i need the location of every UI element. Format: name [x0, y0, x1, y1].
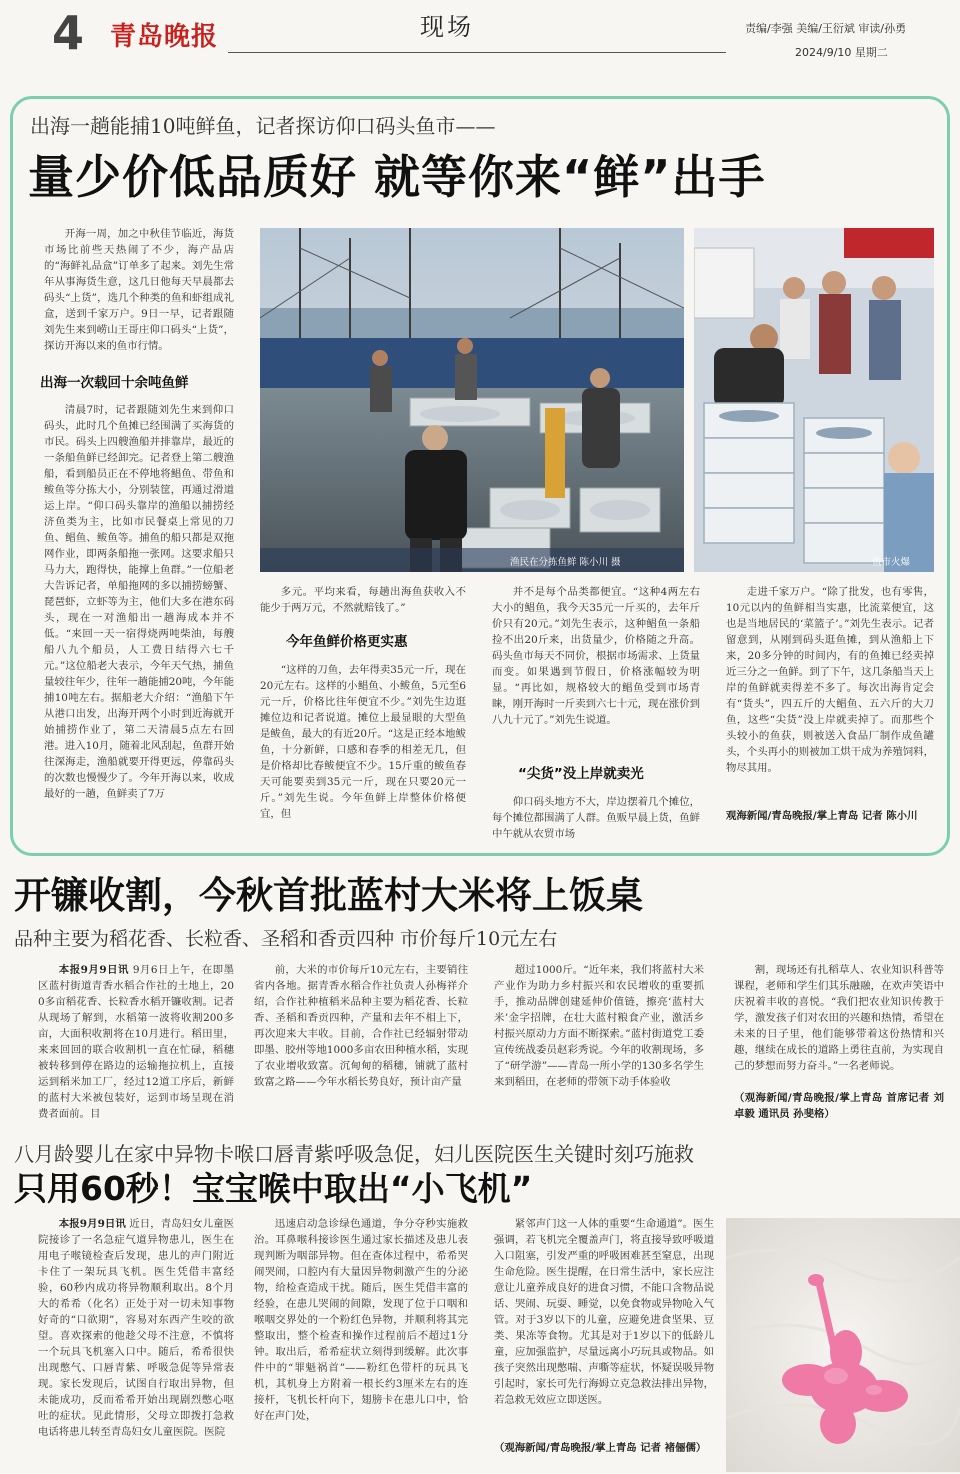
header-rule	[228, 52, 726, 53]
story1-col4-body: 走进千家万户。“除了批发，也有零售，10元以内的鱼鲜相当实惠，比流菜便宜，这也是当地居民的‘菜篮子’。”刘先生表示。记者留意到，从刚到码头逛鱼摊，到从渔船上下来，20多分钟的时间内，有的鱼摊已经卖掉近三分之一鱼鲜。到了下午，这几条船当天上岸的鱼鲜就卖得差不多了。每次出海肯定会有“货头”，四五斤的大鲳鱼、五六斤的大刀鱼，这些“尖货”没上岸就卖掉了。而那些个头较小的鱼获，则被送入食品厂制作成鱼罐头，个头再小的则被加工烘干成为养殖饲料，物尽其用。	[726, 586, 934, 774]
fish-market-photo	[694, 228, 934, 572]
harbor-photo-image	[260, 228, 684, 572]
story2-col2: 前，大米的市价每斤10元左右，主要销往省内各地。据青香水稻合作社负责人孙梅祥介绍，合作社种植稻米品种主要为稻花香、长粒香、圣稻和香贡四种，产量和去年不相上下，再次迎来大丰收。目前，合作社已经辐射带动即墨、胶州等地1000多亩农田种植水稻，实现了农业增收致富。沉甸甸的稻穗，铺就了蓝村致富之路——今年水稻长势良好，预计亩产量	[254, 964, 468, 1088]
story1-col1-intro: 开海一周，加之中秋佳节临近，海货市场比前些天热闹了不少，海产品店的“海鲜礼品盒”订单多了起来。刘先生常年从事海货生意，这几日他每天早晨都去码头“上货”，选几个种类的鱼和虾组成礼盒，送到千家万户。9日一早，记者跟随刘先生来到崂山王哥庄仰口码头“上货”，探访开海以来的鱼市行情。	[44, 228, 234, 352]
story2-byline: （观海新闻/青岛晚报/掌上青岛 首席记者 刘卓毅 通讯员 孙斐格）	[734, 1092, 944, 1120]
story1-col3-top: 并不是每个品类都便宜。“这种4两左右大小的鲳鱼，我今天35元一斤买的，去年斤价只有20元。”刘先生表示，这种鲳鱼一条船捡不出20斤来，出货量少，价格随之升高。码头鱼市每天不同价，根据市场需求、上货量而变。如果遇到节假日，价格涨幅较为明显。“再比如，规格较大的鲳鱼受到市场青睐，刚开海时一斤卖到六七十元，现在涨价到八九十元了。”刘先生说道。	[492, 586, 700, 726]
story2-col1-text: 9月6日上午，在即墨区蓝村街道青香水稻合作社的土地上，200多亩稻花香、长粒香水稻开镰收割。记者从现场了解到，水稻第一波将收割200多亩，大面积收割将在10月进行。稻田里，来来回回的联合收割机一直在忙碌，稻穗被转移到停在路边的运输拖拉机上，直接运到稻米加工厂，经过12道工序后，新鲜的蓝村大米被包装好，运到市场呈现在消费者面前。目	[38, 964, 234, 1120]
story3-dateline: 本报9月9日讯	[58, 1218, 126, 1230]
story2-col1	[38, 962, 234, 1122]
fish-market-photo-image	[694, 228, 934, 572]
story1-col2-top: 多元。平均来看，每趟出海鱼获收入不能少于两万元，不然就赔钱了。”	[260, 586, 466, 614]
story3-kicker: 八月龄婴儿在家中异物卡喉口唇青紫呼吸急促，妇儿医院医生关键时刻巧施救	[14, 1142, 694, 1166]
story3-byline: （观海新闻/青岛晚报/掌上青岛 记者 褚俪儒）	[494, 1442, 707, 1454]
harbor-photo-caption: 渔民在分拣鱼鲜 陈小川 摄	[510, 557, 621, 568]
story1-col2-body: “这样的刀鱼，去年得卖35元一斤，现在20元左右。这样的小鲳鱼、小鲅鱼，5元至6元一斤，价格比往年便宜不少。”刘先生边逛摊位边和记者说道。摊位上最显眼的大型鱼是鲅鱼，最大的有近20斤。“这是正经本地鲅鱼，十分新鲜，口感和春季的相差无几，但是价格却比春鲅便宜不少。15斤重的鲅鱼春天可能要卖到35元一斤，现在只要20元一斤。”刘先生说。今年鱼鲜上岸整体价格便宜，但	[260, 664, 466, 820]
paper-masthead: 青岛晚报	[110, 22, 219, 52]
story2-headline: 开镰收割，今秋首批蓝村大米将上饭桌	[14, 874, 643, 917]
story3-col2: 迅速启动急诊绿色通道，争分夺秒实施救治。耳鼻喉科接诊医生通过家长描述及患儿表现判断为咽部异物。但在查体过程中，希希哭闹哭闹，口腔内有大量因异物刺激产生的分泌物，给检查造成干扰。随后，医生凭借丰富的经验，在患儿哭闹的间隙，发现了位于口咽和喉咽交界处的一个粉红色异物，并顺利将其完整取出，整个检查和操作过程前后不超过1分钟。取出后，希希症状立刻得到缓解。此次事件中的“罪魁祸首”——粉红色带杆的玩具飞机，其机身上方附着一根长约3厘米左右的连接杆，飞机长杆向下，翅膀卡在患儿口中，恰好在声门处，	[254, 1218, 468, 1422]
story1-col1-body: 清晨7时，记者跟随刘先生来到仰口码头，此时几个鱼摊已经围满了买海货的市民。码头上四艘渔船并排靠岸，最近的一条船鱼鲜已经卸完。记者登上第二艘渔船，看到船员正在不停地将鲳鱼、带鱼和鲅鱼等分拣大小，分别装筐，再通过滑道运上岸。“仰口码头靠岸的渔船以捕捞经济鱼类为主，比如市民餐桌上常见的刀鱼、鲳鱼、鲅鱼等。捕鱼的船只都是双拖网作业，即两条船拖一张网。这要求船只马力大，跑得快，能撑上鱼群。”一位船老大告诉记者，单船拖网的多以捕捞螃蟹、琵琶虾，立虾等为主，他们大多在港东码头，现在一对渔船出一趟海成本并不低。“来回一天一宿得烧两吨柴油，每艘船八九个船员，人工费日结得六七千元。”这位船老大表示，今年天气热，捕鱼量较往年少，往年一趟能捕20吨，今年能捕10吨左右。据船老大介绍：“渔船下午从港口出发，出海开两个小时到近海就开始捕捞作业了，第二天清晨5点左右回港。进入10月，随着北风刮起，鱼群开始往深海走，渔船就要开得更远，停靠码头的次数也慢慢少了。今年开海以来，收成最好的一趟，鱼鲜卖了7万	[44, 404, 234, 800]
story1-headline: 量少价低品质好 就等你来“鲜”出手	[28, 150, 766, 204]
story2-col4: 割，现场还有扎稻草人、农业知识科普等课程，老师和学生们其乐融融，在欢声笑语中庆祝着丰收的喜悦。“我们把农业知识传教于学，激发孩子们对农田的兴趣和热情，希望在未来的日子里，他们能够带着这份热情和兴趣，继续在成长的道路上勇往直前，为实现自己的梦想而努力奋斗。”一名老师说。	[734, 964, 944, 1072]
story1-byline: 观海新闻/青岛晚报/掌上青岛 记者 陈小川	[726, 810, 918, 822]
story1-subhead-1: 出海一次载回十余吨鱼鲜	[40, 375, 189, 391]
story3-col1	[38, 1216, 234, 1472]
toy-airplane-photo	[726, 1218, 960, 1472]
story2-dateline: 本报9月9日讯	[58, 964, 129, 976]
harbor-photo	[260, 228, 684, 572]
story1-subhead-2: 今年鱼鲜价格更实惠	[286, 634, 408, 650]
fish-market-photo-caption: 鱼市火爆	[872, 557, 911, 568]
story1-kicker: 出海一趟能捕10吨鲜鱼，记者探访仰口码头鱼市——	[30, 114, 496, 138]
story3-col1-text: 近日，青岛妇女儿童医院接诊了一名急症气道异物患儿，医生在用电子喉镜检查后发现，患儿的声门附近卡住了一架玩具飞机。医生凭借丰富经验，60秒内成功将异物顺利取出。8个月大的希希（化名）正处于对一切未知事物好奇的“口欲期”，容易对东西产生咬的欲望。喜欢探索的他趁父母不注意，不慎将一个玩具飞机塞入口中。随后，希希很快出现憋气、口唇青紫、呼吸急促等异常表现。家长发现后，试图自行取出异物，但未能成功，反而希希开始出现剧烈憋心呕吐的症状。见此情形，父母立即拨打急救电话将患儿转至青岛妇女儿童医院。医院	[38, 1218, 234, 1438]
story1-subhead-3: “尖货”没上岸就卖光	[518, 766, 644, 782]
story1-col3-body: 仰口码头地方不大，岸边摆着几个摊位，每个摊位都围满了人群。鱼贩早晨上货，鱼鲜中午就从农贸市场	[492, 796, 700, 840]
page-number: 4	[52, 6, 85, 60]
story3-headline: 只用60秒！宝宝喉中取出“小飞机”	[14, 1169, 533, 1208]
story2-col3: 超过1000斤。“近年来，我们将蓝村大米产业作为助力乡村振兴和农民增收的重要抓手，推动品牌创建延伸价值链，擦亮‘蓝村大米’金字招牌，在壮大蓝村粮食产业，激活乡村振兴原动力方面不断探索。”蓝村街道党工委宣传统战委员赵彩秀说。今年的收割现场，多了“研学游”——青岛一所小学的130多名学生来到稻田，在老师的带领下动手体验收	[494, 964, 704, 1088]
toy-airplane-image	[726, 1218, 960, 1472]
story3-col3: 紧邻声门这一人体的重要“生命通道”。医生强调，若飞机完全覆盖声门，将直接导致呼吸道入口阻塞，引发严重的呼吸困难甚至窒息，出现生命危险。医生提醒，在日常生活中，家长应注意让儿童养成良好的进食习惯，不能口含物品说话、哭闹、玩耍、睡觉，以免食物或异物呛入气管。对于3岁以下的儿童，应避免进食坚果、豆类、果冻等食物。尤其是对于1岁以下的低龄儿童，应加强监护，尽量远离小巧玩具或物品。如孩子突然出现憋喘、声嘶等症状，怀疑误吸异物引起时，家长可先行海姆立克急救法排出异物，若急救无效应立即送医。	[494, 1218, 714, 1406]
section-name: 现场	[420, 13, 474, 41]
publication-date: 2024/9/10 星期二	[795, 46, 888, 59]
story2-deck: 品种主要为稻花香、长粒香、圣稻和香贡四种 市价每斤10元左右	[14, 928, 558, 950]
editors-credit: 责编/李强 美编/王衍斌 审读/孙勇	[745, 22, 907, 35]
